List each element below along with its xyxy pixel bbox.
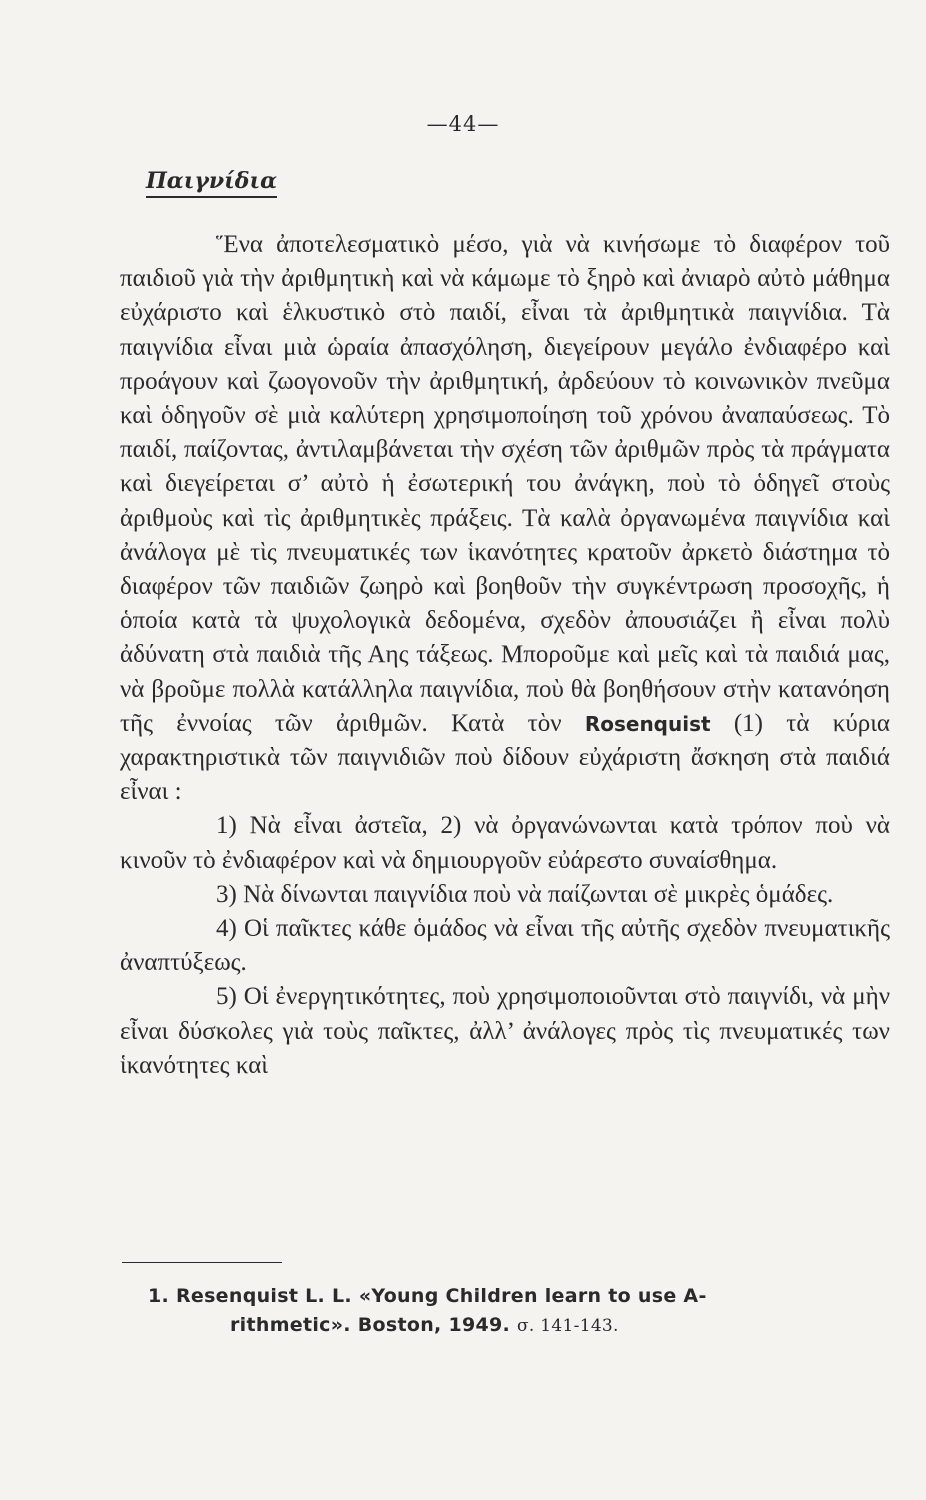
citation-name: Rosenquist xyxy=(584,711,711,736)
paragraph-intro xyxy=(120,228,890,809)
section-heading: Παιγνίδια xyxy=(146,168,277,198)
body-text xyxy=(120,228,890,1083)
list-item-5: 5) Οἱ ἐνεργητικότητες, ποὺ χρησιμοποιοῦνται στὸ παιγνίδι, νὰ μὴν εἶναι δύσκολες γιὰ τοὺς παῖκτες, ἀλλ’ ἀνάλογες πρὸς τὶς πνευματικές των ἱκανότητες καὶ xyxy=(120,983,890,1079)
footnote-line-1: 1. Resenquist L. L. «Young Children learn to use A- xyxy=(148,1285,707,1307)
citation-rest: (1) τὰ κύρια χαρακτηριστικὰ τῶν παιγνιδιῶν ποὺ δίδουν εὐχάριστη ἄσκηση στὰ παιδιά εἶναι : xyxy=(120,709,891,806)
footnote-divider xyxy=(122,1262,282,1263)
paragraph-intro-text: Ἕνα ἀποτελεσματικὸ μέσο, γιὰ νὰ κινήσωμε τὸ διαφέρον τοῦ παιδιοῦ γιὰ τὴν ἀριθμητικὴ καὶ νὰ κάμωμε τὸ ξηρὸ καὶ ἀνιαρὸ αὐτὸ μάθημα εὐχάριστο καὶ ἑλκυστικὸ στὸ παιδί, εἶναι τὰ ἀριθμητικὰ παιγνίδια. Τὰ παιγνίδια εἶναι μιὰ ὡραία ἀπασχόληση, διεγείρουν μεγάλο ἐνδιαφέρο καὶ προάγουν καὶ ζωογονοῦν τὴν ἀριθμητική, ἀρδεύουν τὸ κοινωνικὸν πνεῦμα καὶ ὁδηγοῦν σὲ μιὰ καλύτερη χρησιμοποίηση τοῦ χρόνου ἀναπαύσεως. Τὸ παιδί, παίζοντας, ἀντιλαμβάνεται τὴν σχέση τῶν ἀριθμῶν πρὸς τὰ πράγματα καὶ διεγείρεται σ’ αὐτὸ ἡ ἐσωτερική του ἀνάγκη, ποὺ τὸ ὁδηγεῖ στοὺς ἀριθμοὺς καὶ τὶς ἀριθμητικὲς πράξεις. Τὰ καλὰ ὀργανωμένα παιγνίδια καὶ ἀνάλογα μὲ τὶς πνευματικές των ἱκανότητες κρατοῦν ἀρκετὸ διάστημα τὸ διαφέρον τῶν παιδιῶν ζωηρὸ καὶ βοηθοῦν τὴν συγκέντρωση προσοχῆς, ἡ ὁποία κατὰ τὰ ψυχολογικὰ δεδομένα, σχεδὸν ἀπουσιάζει ἢ εἶναι πολὺ ἀδύνατη στὰ παιδιὰ τῆς Αης τάξεως. Μποροῦμε καὶ μεῖς καὶ τὰ παιδιά μας, νὰ βροῦμε πολλὰ κατάλληλα παιγνίδια, ποὺ θὰ βοηθήσουν στὴν κατανόηση τῆς ἐννοίας τῶν ἀριθμῶν. Κατὰ τὸν xyxy=(120,231,890,737)
footnote-pages: σ. 141-143. xyxy=(517,1316,619,1336)
list-item-4: 4) Οἱ παῖκτες κάθε ὁμάδος νὰ εἶναι τῆς αὐτῆς σχεδὸν πνευματικῆς ἀναπτύξεως. xyxy=(120,915,890,977)
list-item-1-2: 1) Νὰ εἶναι ἀστεῖα, 2) νὰ ὀργανώνωνται κατὰ τρόπον ποὺ νὰ κινοῦν τὸ ἐνδιαφέρον καὶ νὰ δημιουργοῦν εὐάρεστο συναίσθημα. xyxy=(120,812,890,874)
page-number: —44— xyxy=(426,112,500,136)
footnote xyxy=(148,1282,893,1341)
footnote-line-2-text: rithmetic». Boston, 1949. xyxy=(230,1314,511,1336)
list-item-3: 3) Νὰ δίνωνται παιγνίδια ποὺ νὰ παίζωνται σὲ μικρὲς ὁμάδες. xyxy=(216,880,834,908)
footnote-line-2 xyxy=(148,1311,893,1341)
